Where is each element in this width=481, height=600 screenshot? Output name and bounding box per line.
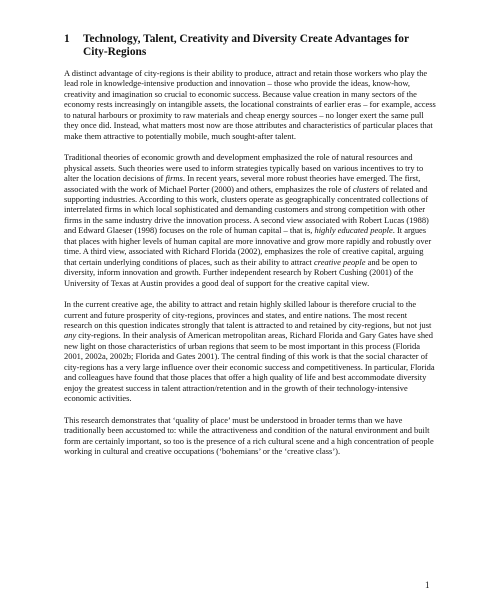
emphasized-text: firms [165, 173, 183, 184]
paragraph [64, 415, 436, 457]
text-run: city-regions. In their analysis of American metropolitan areas, Richard Florida and Gary Gates have shed new light on those characteristics of urban regions that seem to be most important in this process (Florida 2001, 2002a, 2002b; Florida and Gates 2001). The central finding of this work is that the social character of city-regions has a very large influence over their economic success and competitiveness. In particular, Florida and colleagues have found that those places that offer a high quality of life and best accommodate diversity enjoy the greatest success in talent attraction/retention and in the growth of their technology-intensive economic activities. [64, 330, 435, 404]
emphasized-text: any [64, 330, 77, 341]
section-heading [64, 33, 424, 59]
text-run: . In recent years, several more robust theories have emerged. The first, associated with the work of Michael Porter (2000) and others, emphasizes the role of [64, 173, 421, 194]
text-run: . It argues that places with higher levels of human capital are more innovative and grow more rapidly and robustly over time. A third view, associated with Richard Florida (2002), emphasizes the role of creative capital, arguing that certain underlying conditions of places, such as their ability to attract [64, 225, 432, 267]
paragraph [64, 68, 436, 141]
section-title: Technology, Talent, Creativity and Diversity Create Advantages for City-Regions [83, 33, 409, 58]
text-run: This research demonstrates that ‘quality of place’ must be understood in broader terms than we have traditionally been accustomed to: while the attractiveness and condition of the natural environment and built form are certainly important, so too is the presence of a rich cultural scene and a high concentration of people working in cultural and creative occupations (‘bohemians’ or the ‘creative class’). [64, 414, 434, 456]
emphasized-text: creative people [314, 256, 366, 267]
text-run: Traditional theories of economic growth and development emphasized the role of natural resources and physical assets. Such theories were used to inform strategies typically based on various incentives to try to alter the location decisions of [64, 152, 424, 184]
section-number: 1 [64, 33, 70, 45]
text-run: In the current creative age, the ability to attract and retain highly skilled labour is therefore crucial to the current and future prosperity of city-regions, provinces and states, and entire nations. The most recent research on this question indicates strongly that talent is attracted to and retained by city-regions, but not just [64, 299, 432, 330]
emphasized-text: highly educated people [314, 225, 393, 236]
text-run: A distinct advantage of city-regions is their ability to produce, attract and retain those workers who play the lead role in knowledge-intensive production and innovation – those who provide the ideas, know-how, creativity and imagination so crucial to economic success. Because value creation in many sectors of the economy rests increasingly on intangible assets, the locational constraints of earlier eras – for example, access to natural harbours or proximity to raw materials and cheap energy sources – no longer exert the same pull they once did. Instead, what matters most now are those attributes and characteristics of particular places that make them attractive to potentially mobile, much sought-after talent. [64, 68, 436, 141]
text-run: and be open to diversity, inform innovation and growth. Further independent research by Robert Cushing (2001) of the University of Texas at Austin provides a good deal of support for the creative capital view. [64, 256, 418, 288]
page-number: 1 [425, 580, 430, 590]
body-text [64, 68, 436, 467]
emphasized-text: clusters [352, 183, 380, 194]
text-run: of related and supporting industries. According to this work, clusters operate as geographically concentrated collections of interrelated firms in which local sophisticated and demanding customers and strong competition with other firms in the same industry drive the innovation process. A second view associated with Robert Lucas (1988) and Edward Glaeser (1998) focuses on the role of human capital – that is, [64, 183, 429, 236]
paragraph [64, 299, 436, 404]
paragraph [64, 152, 436, 288]
